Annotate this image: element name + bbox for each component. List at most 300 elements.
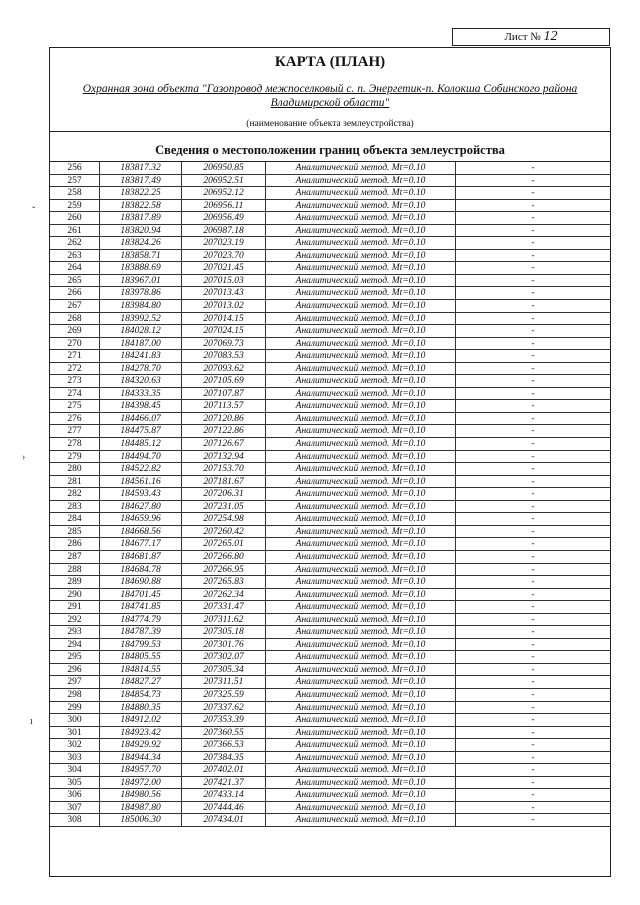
point-number-cell: 283 xyxy=(50,501,100,513)
coord-x-cell: 184668.56 xyxy=(100,526,182,538)
point-number-cell: 269 xyxy=(50,325,100,337)
mt-value-cell: - xyxy=(531,275,535,286)
mt-value-cell: - xyxy=(531,627,535,638)
coord-y-cell: 207122.86 xyxy=(182,425,266,437)
method-cell: Аналитический метод. Mt=0.10 xyxy=(266,200,456,212)
mt-value-cell: - xyxy=(531,313,535,324)
coord-x-cell: 184485.12 xyxy=(100,438,182,450)
table-row xyxy=(50,601,610,614)
coord-y-cell: 207107.87 xyxy=(182,388,266,400)
coord-x-cell: 183817.49 xyxy=(100,175,182,187)
coord-x-cell: 184522.82 xyxy=(100,463,182,475)
coord-x-cell: 184627.80 xyxy=(100,501,182,513)
method-cell: Аналитический метод. Mt=0.10 xyxy=(266,275,456,287)
method-cell: Аналитический метод. Mt=0.10 xyxy=(266,388,456,400)
coord-y-cell: 206956.49 xyxy=(182,212,266,224)
coord-y-cell: 207023.19 xyxy=(182,237,266,249)
mt-value-cell: - xyxy=(531,715,535,726)
coord-y-cell: 207120.86 xyxy=(182,413,266,425)
table-row xyxy=(50,501,610,514)
page-title: КАРТА (ПЛАН) xyxy=(274,54,386,70)
mt-value-cell: - xyxy=(531,451,535,462)
point-number-cell: 297 xyxy=(50,676,100,688)
point-number-cell: 260 xyxy=(50,212,100,224)
point-number-cell: 274 xyxy=(50,388,100,400)
mt-value-cell: - xyxy=(531,413,535,424)
coord-x-cell: 183992.52 xyxy=(100,313,182,325)
method-cell: Аналитический метод. Mt=0.10 xyxy=(266,551,456,563)
coord-x-cell: 184659.96 xyxy=(100,513,182,525)
mt-value-cell: - xyxy=(531,664,535,675)
coord-y-cell: 207093.62 xyxy=(182,363,266,375)
method-cell: Аналитический метод. Mt=0.10 xyxy=(266,727,456,739)
coord-x-cell: 183978.86 xyxy=(100,287,182,299)
coord-y-cell: 207083.53 xyxy=(182,350,266,362)
mt-value-cell: - xyxy=(531,539,535,550)
method-cell: Аналитический метод. Mt=0.10 xyxy=(266,350,456,362)
point-number-cell: 302 xyxy=(50,739,100,751)
coord-x-cell: 184854.73 xyxy=(100,689,182,701)
mt-value-cell: - xyxy=(531,815,535,826)
table-row xyxy=(50,551,610,564)
point-number-cell: 281 xyxy=(50,476,100,488)
method-cell: Аналитический метод. Mt=0.10 xyxy=(266,814,456,826)
table-row xyxy=(50,363,610,376)
coord-y-cell: 207021.45 xyxy=(182,262,266,274)
method-cell: Аналитический метод. Mt=0.10 xyxy=(266,451,456,463)
table-row xyxy=(50,576,610,589)
table-row xyxy=(50,338,610,351)
coord-x-cell: 184684.78 xyxy=(100,564,182,576)
coord-x-cell: 184320.63 xyxy=(100,375,182,387)
mt-value-cell: - xyxy=(531,351,535,362)
coord-y-cell: 207444.46 xyxy=(182,802,266,814)
method-cell: Аналитический метод. Mt=0.10 xyxy=(266,651,456,663)
coord-y-cell: 206952.51 xyxy=(182,175,266,187)
coord-x-cell: 184278.70 xyxy=(100,363,182,375)
point-number-cell: 272 xyxy=(50,363,100,375)
mt-value-cell: - xyxy=(531,802,535,813)
coord-y-cell: 207262.34 xyxy=(182,589,266,601)
table-row xyxy=(50,789,610,802)
coord-x-cell: 184690.88 xyxy=(100,576,182,588)
method-cell: Аналитический метод. Mt=0.10 xyxy=(266,789,456,801)
coord-x-cell: 183822.25 xyxy=(100,187,182,199)
table-row xyxy=(50,175,610,188)
coord-x-cell: 184475.87 xyxy=(100,425,182,437)
mt-value-cell: - xyxy=(531,514,535,525)
coord-x-cell: 184987.80 xyxy=(100,802,182,814)
point-number-cell: 279 xyxy=(50,451,100,463)
table-row xyxy=(50,200,610,213)
mt-value-cell: - xyxy=(531,388,535,399)
coord-x-cell: 183858.71 xyxy=(100,250,182,262)
method-cell: Аналитический метод. Mt=0.10 xyxy=(266,225,456,237)
mt-value-cell: - xyxy=(531,589,535,600)
table-row xyxy=(50,777,610,790)
method-cell: Аналитический метод. Mt=0.10 xyxy=(266,802,456,814)
table-row xyxy=(50,626,610,639)
table-row xyxy=(50,476,610,489)
mt-value-cell: - xyxy=(531,188,535,199)
point-number-cell: 287 xyxy=(50,551,100,563)
point-number-cell: 301 xyxy=(50,727,100,739)
mt-value-cell: - xyxy=(531,163,535,173)
coordinates-table xyxy=(50,162,610,827)
table-row xyxy=(50,451,610,464)
method-cell: Аналитический метод. Mt=0.10 xyxy=(266,664,456,676)
mt-value-cell: - xyxy=(531,526,535,537)
coord-y-cell: 207302.07 xyxy=(182,651,266,663)
object-name-caption: (наименование объекта землеустройства) xyxy=(246,119,414,129)
table-row xyxy=(50,513,610,526)
coord-y-cell: 207331.47 xyxy=(182,601,266,613)
coord-x-cell: 184333.35 xyxy=(100,388,182,400)
coord-y-cell: 207353.39 xyxy=(182,714,266,726)
table-row xyxy=(50,225,610,238)
coord-x-cell: 184827.27 xyxy=(100,676,182,688)
mt-value-cell: - xyxy=(531,727,535,738)
method-cell: Аналитический метод. Mt=0.10 xyxy=(266,576,456,588)
coord-x-cell: 183967.01 xyxy=(100,275,182,287)
table-row xyxy=(50,237,610,250)
table-row xyxy=(50,714,610,727)
document-frame xyxy=(49,47,611,877)
coord-y-cell: 207265.01 xyxy=(182,538,266,550)
coord-y-cell: 207301.76 xyxy=(182,639,266,651)
coord-y-cell: 207360.55 xyxy=(182,727,266,739)
point-number-cell: 264 xyxy=(50,262,100,274)
table-row xyxy=(50,538,610,551)
point-number-cell: 265 xyxy=(50,275,100,287)
coord-x-cell: 183984.80 xyxy=(100,300,182,312)
method-cell: Аналитический метод. Mt=0.10 xyxy=(266,501,456,513)
coord-y-cell: 207014.15 xyxy=(182,313,266,325)
coord-x-cell: 184466.07 xyxy=(100,413,182,425)
point-number-cell: 282 xyxy=(50,488,100,500)
method-cell: Аналитический метод. Mt=0.10 xyxy=(266,752,456,764)
coord-y-cell: 207265.83 xyxy=(182,576,266,588)
method-cell: Аналитический метод. Mt=0.10 xyxy=(266,400,456,412)
table-row xyxy=(50,676,610,689)
scan-mark: › xyxy=(22,452,26,463)
mt-value-cell: - xyxy=(531,689,535,700)
coord-y-cell: 207305.18 xyxy=(182,626,266,638)
coord-x-cell: 184972.00 xyxy=(100,777,182,789)
coord-y-cell: 207132.94 xyxy=(182,451,266,463)
point-number-cell: 270 xyxy=(50,338,100,350)
table-row xyxy=(50,325,610,338)
coord-x-cell: 184923.42 xyxy=(100,727,182,739)
coord-x-cell: 184880.35 xyxy=(100,702,182,714)
method-cell: Аналитический метод. Mt=0.10 xyxy=(266,639,456,651)
mt-value-cell: - xyxy=(531,439,535,450)
method-cell: Аналитический метод. Mt=0.10 xyxy=(266,589,456,601)
method-cell: Аналитический метод. Mt=0.10 xyxy=(266,614,456,626)
point-number-cell: 275 xyxy=(50,400,100,412)
coord-x-cell: 183820.94 xyxy=(100,225,182,237)
point-number-cell: 305 xyxy=(50,777,100,789)
coord-y-cell: 207254.98 xyxy=(182,513,266,525)
coord-x-cell: 184241.83 xyxy=(100,350,182,362)
table-row xyxy=(50,313,610,326)
coord-y-cell: 207013.43 xyxy=(182,287,266,299)
point-number-cell: 294 xyxy=(50,639,100,651)
table-row xyxy=(50,564,610,577)
mt-value-cell: - xyxy=(531,225,535,236)
method-cell: Аналитический метод. Mt=0.10 xyxy=(266,564,456,576)
coord-y-cell: 207023.70 xyxy=(182,250,266,262)
table-row xyxy=(50,287,610,300)
method-cell: Аналитический метод. Mt=0.10 xyxy=(266,187,456,199)
coord-x-cell: 184398.45 xyxy=(100,400,182,412)
point-number-cell: 306 xyxy=(50,789,100,801)
point-number-cell: 299 xyxy=(50,702,100,714)
mt-value-cell: - xyxy=(531,551,535,562)
coord-y-cell: 207024.15 xyxy=(182,325,266,337)
sheet-label-text: Лист № xyxy=(504,31,541,43)
table-row xyxy=(50,764,610,777)
coord-x-cell: 184980.56 xyxy=(100,789,182,801)
coord-x-cell: 184805.55 xyxy=(100,651,182,663)
point-number-cell: 300 xyxy=(50,714,100,726)
mt-value-cell: - xyxy=(531,740,535,751)
coord-x-cell: 184787.39 xyxy=(100,626,182,638)
table-row xyxy=(50,739,610,752)
method-cell: Аналитический метод. Mt=0.10 xyxy=(266,538,456,550)
coord-x-cell: 184494.70 xyxy=(100,451,182,463)
coord-y-cell: 207105.69 xyxy=(182,375,266,387)
method-cell: Аналитический метод. Mt=0.10 xyxy=(266,325,456,337)
mt-value-cell: - xyxy=(531,765,535,776)
point-number-cell: 298 xyxy=(50,689,100,701)
table-row xyxy=(50,425,610,438)
mt-value-cell: - xyxy=(531,577,535,588)
method-cell: Аналитический метод. Mt=0.10 xyxy=(266,250,456,262)
coord-x-cell: 184677.17 xyxy=(100,538,182,550)
mt-value-cell: - xyxy=(531,326,535,337)
document-header xyxy=(50,48,610,132)
mt-value-cell: - xyxy=(531,263,535,274)
coord-x-cell: 183888.69 xyxy=(100,262,182,274)
mt-value-cell: - xyxy=(531,476,535,487)
table-row xyxy=(50,752,610,765)
coord-y-cell: 207113.57 xyxy=(182,400,266,412)
coord-y-cell: 207305.34 xyxy=(182,664,266,676)
mt-value-cell: - xyxy=(531,501,535,512)
point-number-cell: 289 xyxy=(50,576,100,588)
table-row xyxy=(50,802,610,815)
table-row xyxy=(50,814,610,827)
point-number-cell: 292 xyxy=(50,614,100,626)
method-cell: Аналитический метод. Mt=0.10 xyxy=(266,626,456,638)
table-row xyxy=(50,275,610,288)
point-number-cell: 276 xyxy=(50,413,100,425)
table-row xyxy=(50,162,610,175)
mt-value-cell: - xyxy=(531,401,535,412)
coord-y-cell: 207069.73 xyxy=(182,338,266,350)
mt-value-cell: - xyxy=(531,564,535,575)
mt-value-cell: - xyxy=(531,489,535,500)
coord-y-cell: 207325.59 xyxy=(182,689,266,701)
coord-y-cell: 207311.62 xyxy=(182,614,266,626)
coord-y-cell: 207434.01 xyxy=(182,814,266,826)
mt-value-cell: - xyxy=(531,652,535,663)
coord-y-cell: 207384.35 xyxy=(182,752,266,764)
method-cell: Аналитический метод. Mt=0.10 xyxy=(266,287,456,299)
point-number-cell: 267 xyxy=(50,300,100,312)
method-cell: Аналитический метод. Mt=0.10 xyxy=(266,212,456,224)
mt-value-cell: - xyxy=(531,288,535,299)
coord-x-cell: 184028.12 xyxy=(100,325,182,337)
point-number-cell: 303 xyxy=(50,752,100,764)
method-cell: Аналитический метод. Mt=0.10 xyxy=(266,162,456,174)
method-cell: Аналитический метод. Mt=0.10 xyxy=(266,237,456,249)
table-row xyxy=(50,614,610,627)
point-number-cell: 271 xyxy=(50,350,100,362)
object-name: Охранная зона объекта "Газопровод межпоселковый с. п. Энергетик-п. Колокша Собинского района Владимирской области" xyxy=(82,83,578,109)
mt-value-cell: - xyxy=(531,338,535,349)
table-row xyxy=(50,651,610,664)
method-cell: Аналитический метод. Mt=0.10 xyxy=(266,463,456,475)
method-cell: Аналитический метод. Mt=0.10 xyxy=(266,488,456,500)
point-number-cell: 277 xyxy=(50,425,100,437)
coord-x-cell: 184799.53 xyxy=(100,639,182,651)
method-cell: Аналитический метод. Mt=0.10 xyxy=(266,262,456,274)
coord-y-cell: 207126.67 xyxy=(182,438,266,450)
sheet-number: 12 xyxy=(543,29,558,44)
point-number-cell: 285 xyxy=(50,526,100,538)
table-row xyxy=(50,526,610,539)
scan-mark: ˇ xyxy=(32,206,36,217)
mt-value-cell: - xyxy=(531,777,535,788)
table-row xyxy=(50,664,610,677)
coord-y-cell: 206956.11 xyxy=(182,200,266,212)
point-number-cell: 273 xyxy=(50,375,100,387)
coord-y-cell: 207231.05 xyxy=(182,501,266,513)
method-cell: Аналитический метод. Mt=0.10 xyxy=(266,739,456,751)
method-cell: Аналитический метод. Mt=0.10 xyxy=(266,425,456,437)
point-number-cell: 293 xyxy=(50,626,100,638)
table-row xyxy=(50,689,610,702)
coord-x-cell: 184929.92 xyxy=(100,739,182,751)
method-cell: Аналитический метод. Mt=0.10 xyxy=(266,338,456,350)
method-cell: Аналитический метод. Mt=0.10 xyxy=(266,363,456,375)
table-row xyxy=(50,463,610,476)
point-number-cell: 307 xyxy=(50,802,100,814)
coord-x-cell: 184561.16 xyxy=(100,476,182,488)
point-number-cell: 266 xyxy=(50,287,100,299)
point-number-cell: 296 xyxy=(50,664,100,676)
coord-x-cell: 183817.32 xyxy=(100,162,182,174)
point-number-cell: 262 xyxy=(50,237,100,249)
coord-x-cell: 184741.85 xyxy=(100,601,182,613)
point-number-cell: 280 xyxy=(50,463,100,475)
scan-mark: ı xyxy=(30,716,33,727)
method-cell: Аналитический метод. Mt=0.10 xyxy=(266,513,456,525)
table-row xyxy=(50,639,610,652)
point-number-cell: 308 xyxy=(50,814,100,826)
coord-y-cell: 206950.85 xyxy=(182,162,266,174)
section-title: Сведения о местоположении границ объекта землеустройства xyxy=(50,132,610,162)
method-cell: Аналитический метод. Mt=0.10 xyxy=(266,689,456,701)
method-cell: Аналитический метод. Mt=0.10 xyxy=(266,526,456,538)
table-row xyxy=(50,438,610,451)
coord-x-cell: 185006.30 xyxy=(100,814,182,826)
mt-value-cell: - xyxy=(531,175,535,186)
point-number-cell: 284 xyxy=(50,513,100,525)
coord-y-cell: 207402.01 xyxy=(182,764,266,776)
method-cell: Аналитический метод. Mt=0.10 xyxy=(266,300,456,312)
coord-x-cell: 183817.89 xyxy=(100,212,182,224)
coord-y-cell: 207433.14 xyxy=(182,789,266,801)
mt-value-cell: - xyxy=(531,301,535,312)
coord-y-cell: 207013.02 xyxy=(182,300,266,312)
coord-y-cell: 207266.80 xyxy=(182,551,266,563)
table-row xyxy=(50,488,610,501)
method-cell: Аналитический метод. Mt=0.10 xyxy=(266,375,456,387)
table-row xyxy=(50,589,610,602)
coord-y-cell: 207421.37 xyxy=(182,777,266,789)
point-number-cell: 295 xyxy=(50,651,100,663)
table-row xyxy=(50,262,610,275)
method-cell: Аналитический метод. Mt=0.10 xyxy=(266,714,456,726)
coord-y-cell: 207337.62 xyxy=(182,702,266,714)
table-row xyxy=(50,413,610,426)
point-number-cell: 288 xyxy=(50,564,100,576)
table-row xyxy=(50,250,610,263)
point-number-cell: 291 xyxy=(50,601,100,613)
table-row xyxy=(50,388,610,401)
coord-x-cell: 184944.34 xyxy=(100,752,182,764)
point-number-cell: 290 xyxy=(50,589,100,601)
table-row xyxy=(50,702,610,715)
mt-value-cell: - xyxy=(531,752,535,763)
coord-x-cell: 184701.45 xyxy=(100,589,182,601)
point-number-cell: 256 xyxy=(50,162,100,174)
method-cell: Аналитический метод. Mt=0.10 xyxy=(266,601,456,613)
table-row xyxy=(50,375,610,388)
coord-y-cell: 207206.31 xyxy=(182,488,266,500)
mt-value-cell: - xyxy=(531,250,535,261)
coord-y-cell: 207311.51 xyxy=(182,676,266,688)
table-row xyxy=(50,350,610,363)
coord-y-cell: 207015.03 xyxy=(182,275,266,287)
coord-x-cell: 184593.43 xyxy=(100,488,182,500)
coord-x-cell: 184957.70 xyxy=(100,764,182,776)
mt-value-cell: - xyxy=(531,238,535,249)
coord-y-cell: 207181.67 xyxy=(182,476,266,488)
method-cell: Аналитический метод. Mt=0.10 xyxy=(266,438,456,450)
point-number-cell: 259 xyxy=(50,200,100,212)
method-cell: Аналитический метод. Mt=0.10 xyxy=(266,676,456,688)
mt-value-cell: - xyxy=(531,790,535,801)
coord-x-cell: 184774.79 xyxy=(100,614,182,626)
coord-x-cell: 184814.55 xyxy=(100,664,182,676)
method-cell: Аналитический метод. Mt=0.10 xyxy=(266,313,456,325)
method-cell: Аналитический метод. Mt=0.10 xyxy=(266,702,456,714)
method-cell: Аналитический метод. Mt=0.10 xyxy=(266,413,456,425)
coord-x-cell: 184187.00 xyxy=(100,338,182,350)
point-number-cell: 263 xyxy=(50,250,100,262)
mt-value-cell: - xyxy=(531,376,535,387)
coord-y-cell: 207153.70 xyxy=(182,463,266,475)
mt-value-cell: - xyxy=(531,213,535,224)
table-row xyxy=(50,212,610,225)
method-cell: Аналитический метод. Mt=0.10 xyxy=(266,175,456,187)
mt-value-cell: - xyxy=(531,614,535,625)
point-number-cell: 258 xyxy=(50,187,100,199)
